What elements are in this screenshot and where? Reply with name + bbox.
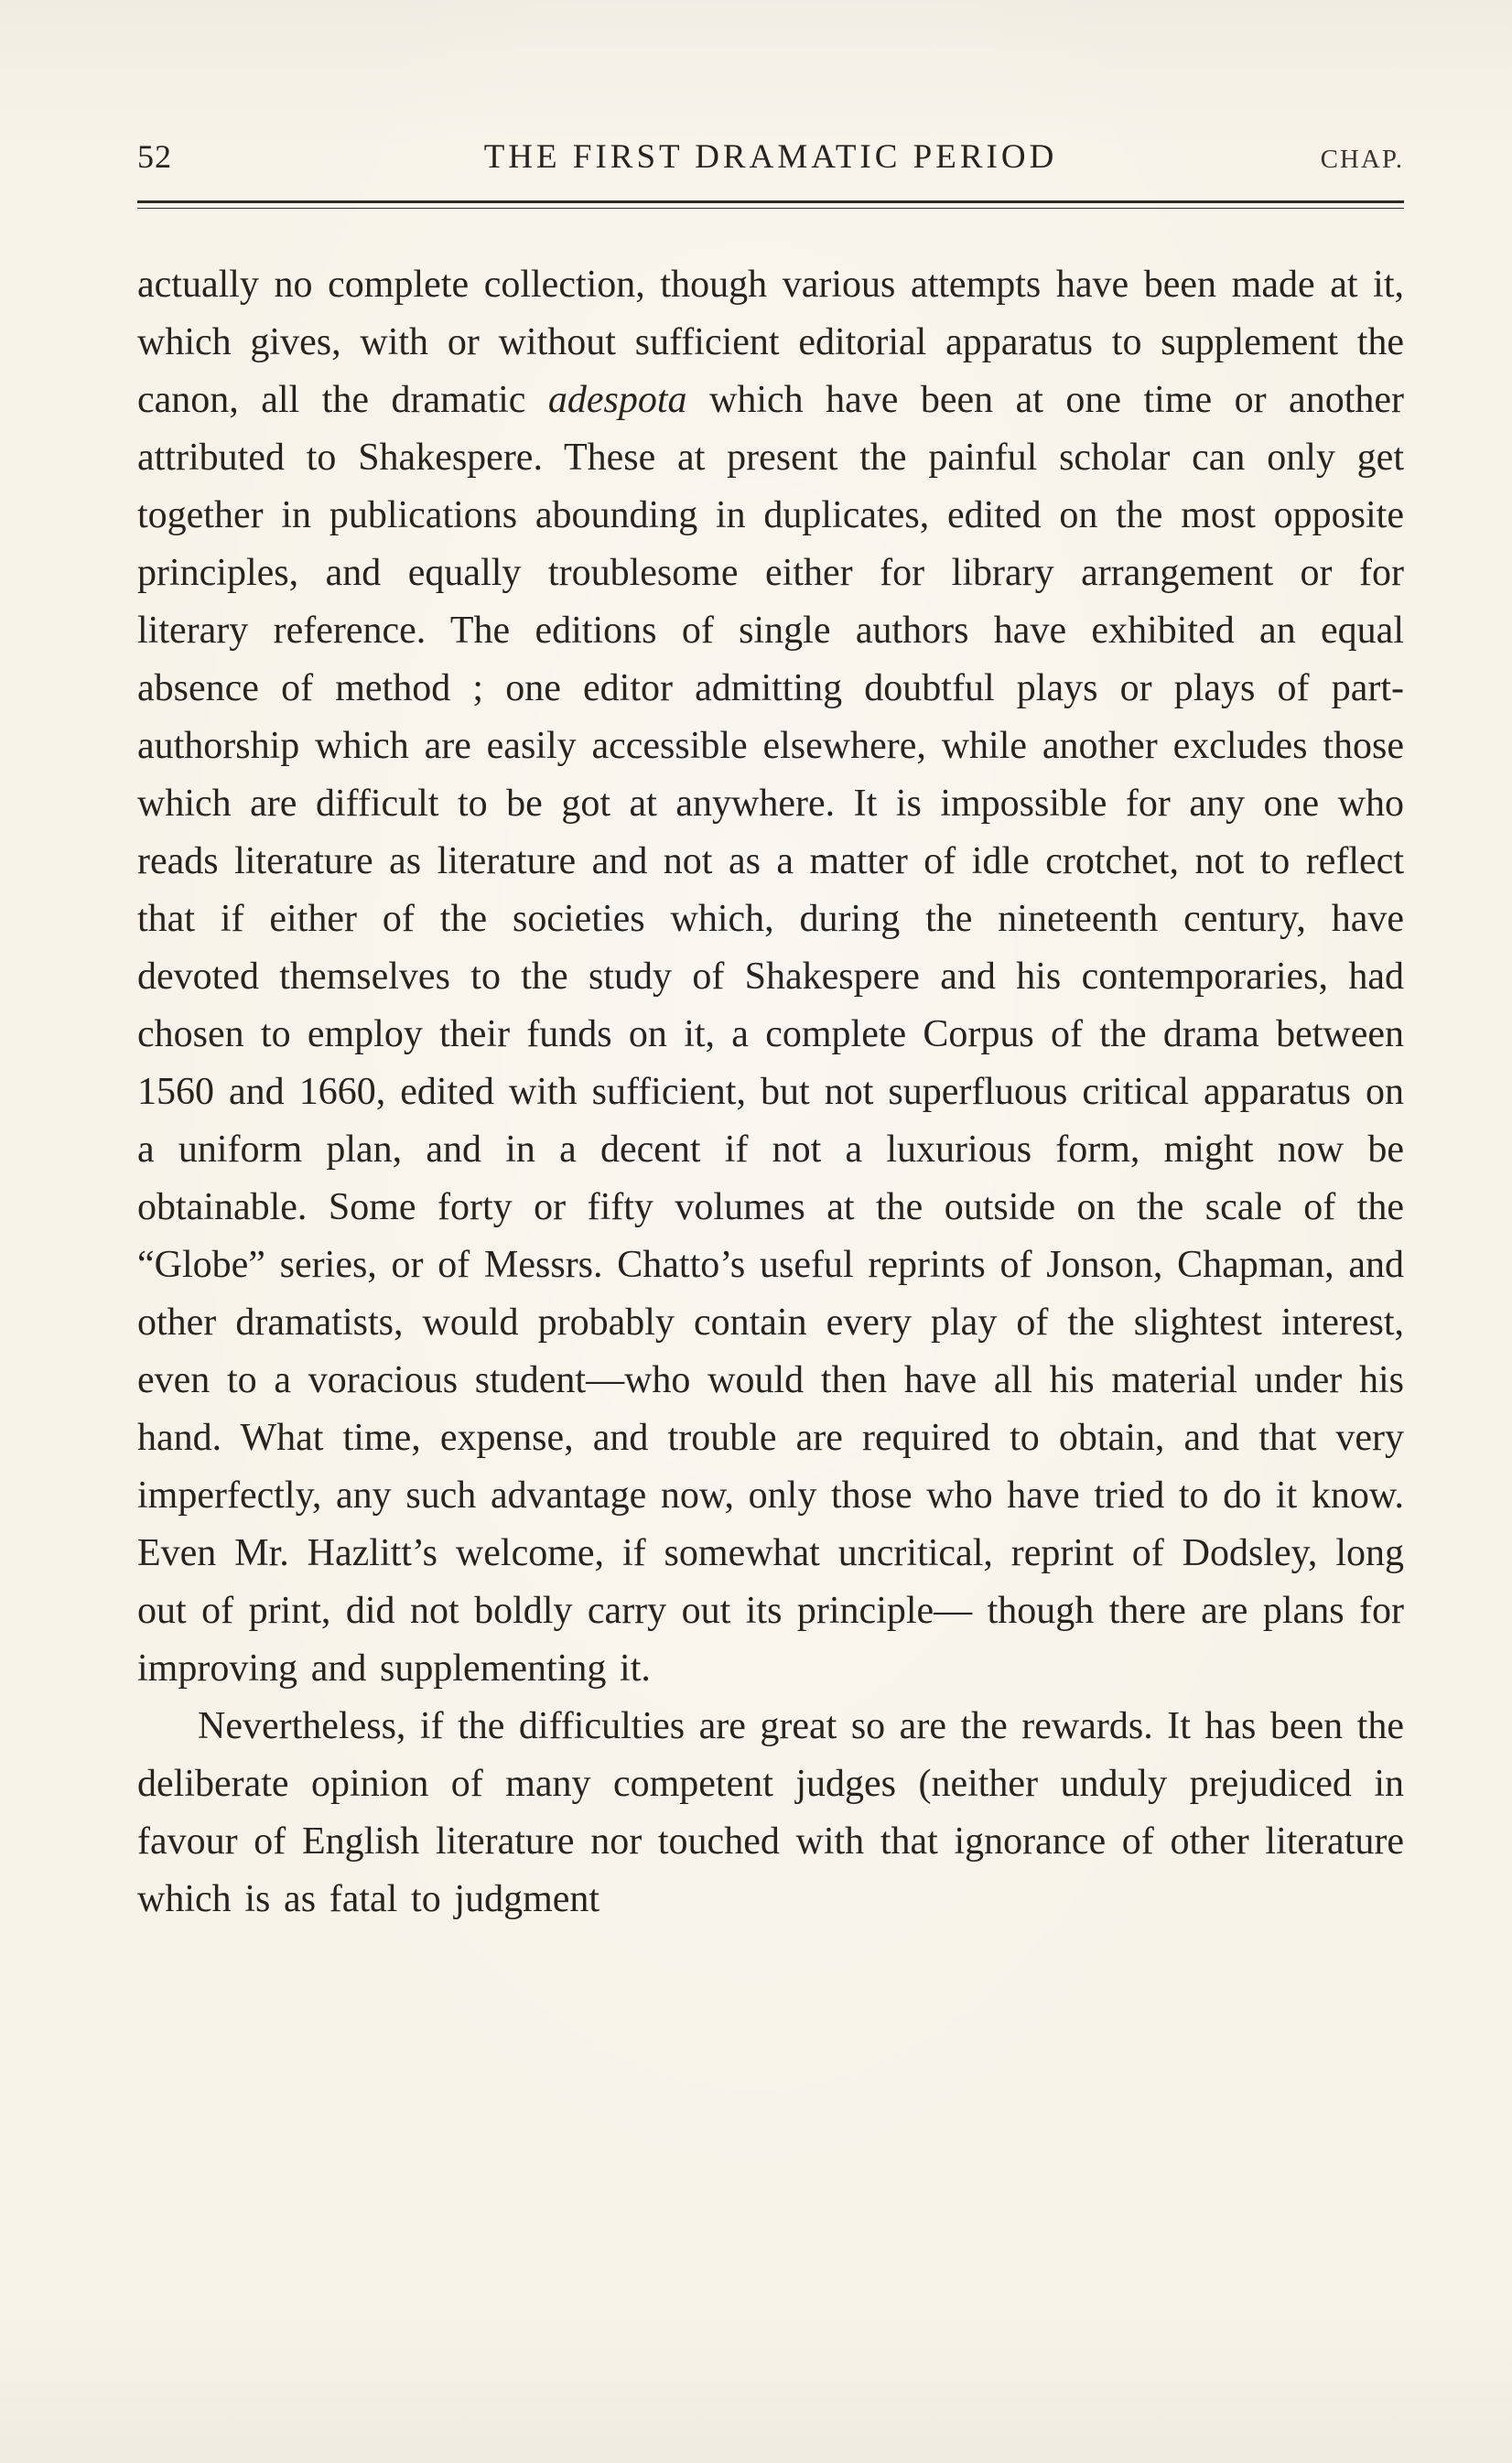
page-body bbox=[137, 256, 1404, 1928]
page-header bbox=[137, 137, 1404, 177]
running-title: THE FIRST DRAMATIC PERIOD bbox=[483, 138, 1058, 176]
header-rule bbox=[137, 200, 1404, 209]
chapter-label: CHAP. bbox=[1320, 145, 1404, 174]
paragraph bbox=[137, 1698, 1404, 1928]
page-number: 52 bbox=[137, 138, 172, 175]
text-segment: actually no complete collection, though various attempts have been made at it, which gives, with or without sufficient editorial apparatus to supplement the canon, all the dramatic bbox=[137, 264, 1404, 421]
italic-term: adespota bbox=[547, 379, 687, 421]
paragraph bbox=[137, 256, 1404, 1698]
text-segment: which have been at one time or another attributed to Shakespere. These at present the painful scholar can only get together in publications abounding in duplicates, edited on the most opposite principles, and equally troublesome either for library arrangement or for literary reference. The editions of single authors have exhibited an equal absence of method ; one editor admitting doubtful plays or plays of part-authorship which are easily accessible elsewhere, while another excludes those which are difficult to be got at anywhere. It is impossible for any one who reads literature as literature and not as a matter of idle crotchet, not to reflect that if either of the societies which, during the nineteenth century, have devoted themselves to the study of Shakespere and his contemporaries, had chosen to employ their funds on it, a complete Corpus of the drama between 1560 and 1660, edited with sufficient, but not superfluous critical apparatus on a uniform plan, and in a decent if not a luxurious form, might now be obtainable. Some forty or fifty volumes at the outside on the scale of the “Globe” series, or of Messrs. Chatto’s useful reprints of Jonson, Chapman, and other dramatists, would probably contain every play of the slightest interest, even to a voracious student—who would then have all his material under his hand. What time, expense, and trouble are required to obtain, and that very imperfectly, any such advantage now, only those who have tried to do it know. Even Mr. Hazlitt’s welcome, if somewhat uncritical, reprint of Dodsley, long out of print, did not boldly carry out its principle— though there are plans for improving and supplementing it. bbox=[137, 379, 1404, 1690]
text-segment: Nevertheless, if the difficulties are great so are the rewards. It has been the deliberate opinion of many competent judges (neither unduly prejudiced in favour of English literature nor touched with that ignorance of other literature which is as fatal to judgment bbox=[137, 1705, 1404, 1920]
